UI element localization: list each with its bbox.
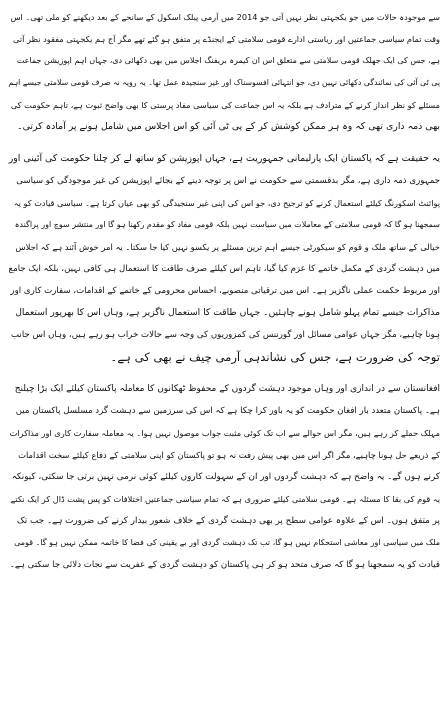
paragraph-line: یہ حقیقت ہے کہ پاکستان ایک پارلیمانی جمہوریت ہے، جہاں اپوزیشن کو ساتھ لے کر چلنا حکومت کی آئینی اور [8, 153, 440, 164]
article-paragraph-1 [8, 6, 440, 138]
paragraph-line: ملک میں سیاسی اور معاشی استحکام نہیں ہو گا، تب تک دہشت گردی اور بے یقینی کی فضا کا خاتمہ ممکن نہیں ہو گا۔ قومی [14, 538, 440, 547]
paragraph-line: کے ذریعے حل ہونا چاہیے، مگر اگر اس میں بھی پیش رفت نہ ہو تو پاکستان کو اپنی سلامتی کے دفاع کیلئے سخت اقدامات [18, 450, 440, 460]
paragraph-line: یہ قوم کی بقا کا مسئلہ ہے۔ قومی سلامتی کیلئے ضروری ہے کہ تمام سیاسی جماعتیں اختلافات کو پس پشت ڈال کر ایک نکتے [10, 494, 440, 504]
paragraph-line: مسئلے کو نظر انداز کرنے کے مترادف ہے بلکہ یہ اس جماعت کی سیاسی مفاد پرستی کا بھی واضح ثبوت ہے، تاہم حکومت کی [10, 100, 440, 110]
paragraph-line: سمجھنا ہو گا کہ قومی سلامتی کے معاملات میں سیاست نہیں بلکہ قومی مفاد کو مقدم رکھنا ہو گا اور منتشر سوچ اور پراگندہ [14, 220, 440, 229]
paragraph-line: خیالی کے ساتھ ملک و قوم کو سیکورٹی جیسے اہم ترین مسئلے پر یکسو نہیں کیا جا سکتا۔ یہ امر خوش آئند ہے کہ اجلاس [15, 242, 440, 252]
paragraph-line: افغانستان سے در اندازی اور وہاں موجود دہشت گردوں کے محفوظ ٹھکانوں کا معاملہ پاکستان کیلئے ایک بڑا چیلنج [14, 384, 440, 394]
article-paragraph-3 [8, 378, 440, 576]
paragraph-line: ہونا چاہیے، مگر جہاں عوامی مسائل اور گورننس کی کمزوریوں کی وجہ سے حالات خراب ہو رہے ہیں، وہاں اس جانب [10, 330, 440, 340]
paragraph-line: اور مربوط حکمت عملی ناگزیر ہے۔ اس میں ترقیاتی منصوبے، احساس محرومی کے خاتمے کے اقدامات، سفارت کاری اور [10, 286, 440, 296]
paragraph-line: توجہ کی ضرورت ہے، جس کی نشاندہی آرمی چیف نے بھی کی ہے۔ [110, 350, 440, 364]
paragraph-line: میں دہشت گردی کے مکمل خاتمے کا عزم کیا گیا، تاہم اس کیلئے صرف طاقت کا استعمال ہی کافی نہیں، بلکہ ایک جامع [8, 264, 440, 274]
paragraph-line: جمہوری ذمہ داری ہے، مگر بدقسمتی سے حکومت نے اس پر توجہ دینے کے بجائے اپوزیشن کی غیر موجودگی کو سیاسی [16, 176, 440, 186]
paragraph-line: مہلک حملے کر رہے ہیں، مگر اس حوالے سے اب تک کوئی مثبت جواب موصول نہیں ہوا۔ یہ معاملہ سفارت کاری اور مذاکرات [9, 428, 440, 438]
paragraph-line: وقت تمام سیاسی جماعتیں اور ریاستی ادارے قومی سلامتی کے ایجنڈے پر متفق ہو گئے تھے مگر آج ہم یکجہتی مفقود نظر آتی [13, 34, 440, 44]
paragraph-line: پر متفق ہوں۔ اس کے علاوہ عوامی سطح پر بھی دہشت گردی کے خلاف شعور بیدار کرنے کی ضرورت ہے۔ جب تک [16, 516, 440, 526]
paragraph-line: مذاکرات جیسے تمام پہلو شامل ہونے چاہئیں۔ جہاں طاقت کا استعمال ناگزیر ہے، وہاں اس کا بھرپور استعمال [15, 307, 440, 318]
paragraph-line: ہے۔ پاکستان متعدد بار افغان حکومت کو یہ باور کرا چکا ہے کہ اس کی سرزمین سے دہشت گرد مسلسل پاکستان میں [15, 406, 440, 416]
paragraph-line: بھی ذمہ داری تھی کہ وہ ہر ممکن کوشش کر کے پی ٹی آئی کو اس اجلاس میں شامل ہونے پر آمادہ کرتی۔ [17, 121, 440, 132]
paragraph-line: ہے، جس کی ایک جھلک قومی سلامتی سے متعلق اس ان کیمرہ بریفنگ اجلاس میں بھی دکھائی دی، جہاں اہم اپوزیشن جماعت [16, 56, 440, 65]
paragraph-line: قیادت کو یہ سمجھنا ہو گا کہ صرف متحد ہو کر ہی پاکستان کو دہشت گردی کے عفریت سے نجات دلائی جا سکتی ہے۔ [9, 560, 440, 570]
paragraph-line: سے موجودہ حالات میں جو یکجہتی نظر نہیں آتی جو 2014 میں آرمی پبلک اسکول کے سانحے کے بعد دیکھنے کو ملی تھی۔ اس [10, 12, 440, 22]
paragraph-line: پوائنٹ اسکورنگ کیلئے استعمال کرنے کو ترجیح دی، جو اس کی اپنی غیر سنجیدگی کو بھی عیاں کرتا ہے۔ سیاسی قیادت کو یہ [13, 198, 440, 208]
article-paragraph-2 [8, 148, 440, 368]
paragraph-line: پی ٹی آئی کی نمائندگی دکھائی نہیں دی، جو انتہائی افسوسناک اور غیر سنجیدہ عمل تھا۔ یہ رویہ نہ صرف قومی سلامتی جیسے اہم [8, 78, 440, 87]
paragraph-line: کرنے ہوں گے۔ یہ واضح ہے کہ دہشت گردوں اور ان کے سہولت کاروں کیلئے کوئی نرمی نہیں برتی جا سکتی، کیونکہ [11, 472, 440, 482]
